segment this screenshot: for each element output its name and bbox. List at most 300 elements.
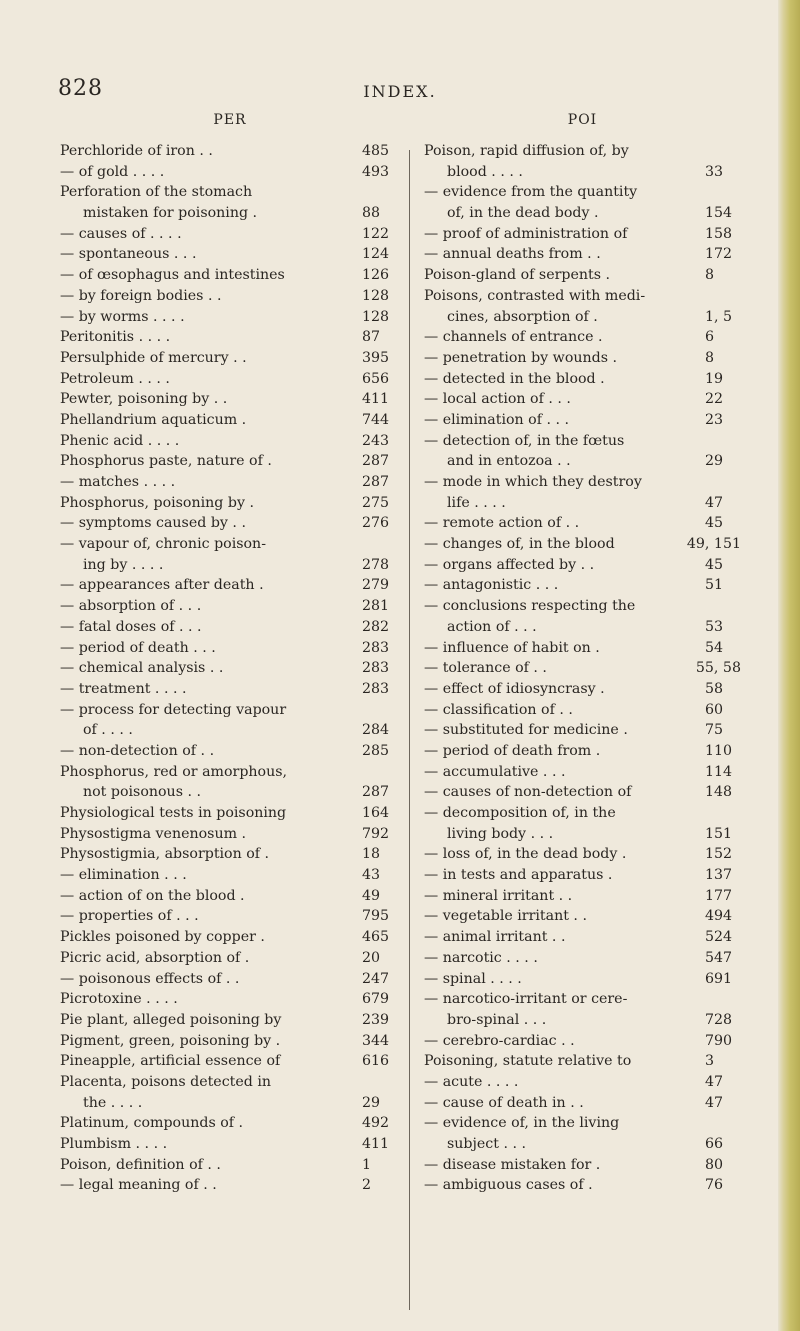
entry-page: 1 bbox=[362, 1156, 372, 1173]
index-entry bbox=[60, 679, 400, 700]
entry-text: — conclusions respecting the bbox=[424, 598, 636, 615]
index-entry bbox=[424, 824, 741, 845]
index-entry bbox=[424, 865, 741, 886]
entry-text: mistaken for poisoning . bbox=[83, 205, 258, 222]
index-entry bbox=[424, 1175, 741, 1196]
index-entry bbox=[424, 203, 741, 224]
entry-page: 76 bbox=[705, 1177, 724, 1194]
index-entry bbox=[60, 1051, 400, 1072]
index-entry bbox=[60, 865, 400, 886]
entry-text: — penetration by wounds . bbox=[424, 349, 618, 366]
index-entry bbox=[60, 1010, 400, 1031]
entry-text: — mode in which they destroy bbox=[424, 474, 642, 490]
entry-text: — fatal doses of . . . bbox=[60, 618, 202, 635]
entry-page: 128 bbox=[362, 287, 390, 304]
index-entry bbox=[424, 617, 741, 638]
entry-text: — detected in the blood . bbox=[424, 370, 605, 387]
entry-page: 6 bbox=[705, 329, 715, 346]
index-entry bbox=[424, 472, 741, 493]
entry-page: 29 bbox=[362, 1094, 381, 1111]
entry-page: 66 bbox=[705, 1136, 724, 1152]
index-entry bbox=[424, 265, 741, 286]
entry-text: bro-spinal . . . bbox=[447, 1011, 547, 1028]
index-entry bbox=[60, 410, 400, 431]
index-entry bbox=[60, 575, 400, 596]
entry-text: — legal meaning of . . bbox=[60, 1177, 217, 1194]
index-entry bbox=[424, 1155, 741, 1176]
entry-page: 151 bbox=[705, 825, 733, 842]
index-entry bbox=[424, 679, 741, 700]
entry-list bbox=[424, 141, 741, 1196]
index-entry bbox=[60, 948, 400, 969]
index-entry bbox=[60, 782, 400, 803]
entry-text: — symptoms caused by . . bbox=[60, 515, 246, 532]
running-title: INDEX. bbox=[363, 82, 437, 101]
entry-text: Petroleum . . . . bbox=[60, 370, 170, 387]
entry-text: — by worms . . . . bbox=[60, 308, 185, 325]
entry-page: 45 bbox=[705, 515, 724, 532]
entry-page: 60 bbox=[705, 701, 724, 718]
index-entry bbox=[60, 700, 400, 721]
entry-text: — causes of non-detection of bbox=[424, 784, 632, 801]
index-entry bbox=[424, 327, 741, 348]
entry-page: 47 bbox=[705, 494, 724, 511]
entry-text: the . . . . bbox=[83, 1094, 143, 1111]
entry-page: 728 bbox=[705, 1011, 733, 1028]
index-column-left bbox=[60, 112, 400, 1196]
entry-page: 2 bbox=[362, 1177, 372, 1194]
index-entry bbox=[424, 906, 741, 927]
index-entry bbox=[424, 1051, 741, 1072]
entry-text: — process for detecting vapour bbox=[60, 701, 287, 718]
entry-page: 51 bbox=[705, 577, 724, 594]
index-entry bbox=[424, 1010, 741, 1031]
entry-text: Physostigmia, absorption of . bbox=[60, 846, 270, 863]
entry-text: — remote action of . . bbox=[424, 515, 580, 532]
index-entry bbox=[60, 989, 400, 1010]
entry-page: 275 bbox=[362, 494, 390, 511]
index-entry bbox=[60, 389, 400, 410]
index-entry bbox=[424, 451, 741, 472]
entry-page: 616 bbox=[362, 1053, 390, 1070]
entry-page: 47 bbox=[705, 1073, 724, 1090]
entry-text: — causes of . . . . bbox=[60, 225, 182, 242]
entry-text: Poison-gland of serpents . bbox=[424, 267, 610, 284]
entry-text: Phosphorus, red or amorphous, bbox=[60, 763, 288, 780]
index-entry bbox=[424, 369, 741, 390]
entry-page: 287 bbox=[362, 453, 390, 470]
index-entry bbox=[60, 513, 400, 534]
index-entry bbox=[60, 265, 400, 286]
index-entry bbox=[60, 203, 400, 224]
entry-page: 172 bbox=[705, 246, 733, 263]
entry-text: — mineral irritant . . bbox=[424, 887, 573, 904]
index-entry bbox=[60, 906, 400, 927]
entry-text: Pie plant, alleged poisoning by bbox=[60, 1011, 282, 1028]
index-entry bbox=[60, 451, 400, 472]
entry-page: 22 bbox=[705, 391, 724, 408]
entry-text: — vegetable irritant . . bbox=[424, 908, 587, 925]
entry-page: 164 bbox=[362, 805, 390, 821]
index-entry bbox=[60, 307, 400, 328]
entry-text: Physostigma venenosum . bbox=[60, 825, 247, 842]
entry-page: 285 bbox=[362, 742, 390, 759]
index-entry bbox=[424, 410, 741, 431]
entry-page: 80 bbox=[705, 1156, 724, 1173]
index-entry bbox=[424, 1113, 741, 1134]
entry-text: — disease mistaken for . bbox=[424, 1156, 601, 1173]
entry-text: — absorption of . . . bbox=[60, 598, 202, 615]
index-entry bbox=[424, 638, 741, 659]
index-entry bbox=[424, 141, 741, 162]
index-entry bbox=[60, 844, 400, 865]
index-entry bbox=[60, 1113, 400, 1134]
index-entry bbox=[424, 886, 741, 907]
index-entry bbox=[424, 1093, 741, 1114]
entry-text: living body . . . bbox=[447, 825, 554, 842]
index-entry bbox=[60, 927, 400, 948]
entry-text: cines, absorption of . bbox=[447, 308, 598, 325]
entry-page: 283 bbox=[362, 639, 390, 656]
entry-page: 287 bbox=[362, 474, 390, 490]
entry-text: — evidence from the quantity bbox=[424, 184, 638, 201]
entry-page: 344 bbox=[362, 1032, 390, 1049]
entry-page: 114 bbox=[705, 763, 733, 780]
entry-text: — vapour of, chronic poison- bbox=[60, 536, 266, 553]
index-entry bbox=[424, 762, 741, 783]
entry-page: 43 bbox=[362, 867, 381, 884]
entry-page: 395 bbox=[362, 349, 390, 366]
entry-text: — influence of habit on . bbox=[424, 639, 600, 656]
entry-text: not poisonous . . bbox=[83, 784, 202, 801]
column-divider bbox=[409, 150, 410, 1310]
entry-text: Poisoning, statute relative to bbox=[424, 1053, 632, 1070]
index-entry bbox=[424, 182, 741, 203]
entry-page: 790 bbox=[705, 1032, 733, 1049]
entry-text: — loss of, in the dead body . bbox=[424, 846, 627, 863]
entry-text: — in tests and apparatus . bbox=[424, 867, 613, 884]
index-entry bbox=[60, 658, 400, 679]
index-entry bbox=[424, 575, 741, 596]
index-entry bbox=[60, 1072, 400, 1093]
entry-list bbox=[60, 141, 400, 1196]
index-entry bbox=[60, 224, 400, 245]
entry-page: 279 bbox=[362, 577, 390, 594]
index-entry bbox=[60, 555, 400, 576]
index-entry bbox=[60, 596, 400, 617]
entry-text: — antagonistic . . . bbox=[424, 577, 559, 594]
entry-page: 691 bbox=[705, 970, 733, 987]
index-entry bbox=[424, 927, 741, 948]
index-entry bbox=[424, 244, 741, 265]
index-entry bbox=[60, 162, 400, 183]
index-entry bbox=[424, 534, 741, 555]
entry-text: — changes of, in the blood bbox=[424, 536, 615, 553]
entry-text: — by foreign bodies . . bbox=[60, 287, 222, 304]
entry-text: — chemical analysis . . bbox=[60, 660, 224, 677]
entry-page: 247 bbox=[362, 970, 390, 987]
entry-page: 283 bbox=[362, 680, 390, 697]
entry-page: 8 bbox=[705, 267, 715, 284]
entry-text: of, in the dead body . bbox=[447, 205, 599, 222]
entry-page: 465 bbox=[362, 929, 390, 946]
entry-text: — acute . . . . bbox=[424, 1073, 519, 1090]
index-entry bbox=[424, 389, 741, 410]
entry-text: — organs affected by . . bbox=[424, 556, 595, 573]
index-entry bbox=[424, 720, 741, 741]
entry-text: — narcotic . . . . bbox=[424, 949, 538, 966]
index-entry bbox=[424, 969, 741, 990]
index-entry bbox=[60, 762, 400, 783]
index-entry bbox=[424, 741, 741, 762]
entry-page: 177 bbox=[705, 887, 733, 904]
entry-page: 282 bbox=[362, 618, 390, 635]
index-entry bbox=[424, 162, 741, 183]
entry-page: 411 bbox=[362, 391, 390, 408]
entry-page: 278 bbox=[362, 556, 390, 573]
entry-text: — spinal . . . . bbox=[424, 970, 522, 987]
entry-page: 122 bbox=[362, 225, 390, 242]
entry-page: 276 bbox=[362, 515, 390, 532]
entry-text: Perforation of the stomach bbox=[60, 184, 253, 201]
entry-text: and in entozoa . . bbox=[447, 453, 571, 470]
entry-text: — treatment . . . . bbox=[60, 680, 187, 697]
index-entry bbox=[60, 824, 400, 845]
entry-page: 20 bbox=[362, 949, 381, 966]
entry-text: Poisons, contrasted with medi- bbox=[424, 287, 646, 304]
entry-text: Plumbism . . . . bbox=[60, 1136, 168, 1152]
entry-text: — appearances after death . bbox=[60, 577, 264, 594]
index-entry bbox=[60, 1155, 400, 1176]
entry-page: 283 bbox=[362, 660, 390, 677]
column-heading: PER bbox=[213, 112, 247, 128]
entry-text: — period of death . . . bbox=[60, 639, 216, 656]
index-entry bbox=[424, 700, 741, 721]
entry-text: Pineapple, artificial essence of bbox=[60, 1053, 281, 1070]
index-entry bbox=[424, 1134, 741, 1155]
index-entry bbox=[60, 638, 400, 659]
index-entry bbox=[60, 431, 400, 452]
entry-text: Phellandrium aquaticum . bbox=[60, 411, 247, 428]
entry-page: 53 bbox=[705, 618, 724, 635]
entry-text: ing by . . . . bbox=[83, 556, 164, 573]
entry-text: — animal irritant . . bbox=[424, 929, 566, 946]
entry-text: Picric acid, absorption of . bbox=[60, 949, 250, 966]
entry-text: Persulphide of mercury . . bbox=[60, 349, 247, 366]
entry-page: 18 bbox=[362, 846, 381, 863]
entry-text: Poison, definition of . . bbox=[60, 1156, 221, 1173]
entry-text: — non-detection of . . bbox=[60, 742, 215, 759]
entry-page: 49, 151 bbox=[686, 536, 741, 553]
entry-text: life . . . . bbox=[447, 494, 506, 511]
entry-text: Phosphorus, poisoning by . bbox=[60, 494, 254, 511]
page-header bbox=[0, 76, 800, 110]
index-entry bbox=[424, 493, 741, 514]
entry-text: Pickles poisoned by copper . bbox=[60, 929, 265, 946]
entry-text: — matches . . . . bbox=[60, 474, 176, 490]
entry-page: 29 bbox=[705, 453, 724, 470]
entry-text: — ambiguous cases of . bbox=[424, 1177, 593, 1194]
entry-page: 152 bbox=[705, 846, 733, 863]
entry-text: — local action of . . . bbox=[424, 391, 571, 408]
entry-text: — of gold . . . . bbox=[60, 163, 165, 180]
entry-page: 49 bbox=[362, 887, 381, 904]
entry-page: 1, 5 bbox=[705, 308, 733, 325]
index-entry bbox=[424, 596, 741, 617]
entry-text: — period of death from . bbox=[424, 742, 601, 759]
entry-page: 281 bbox=[362, 598, 390, 615]
index-entry bbox=[60, 286, 400, 307]
entry-text: — action of on the blood . bbox=[60, 887, 245, 904]
entry-text: — decomposition of, in the bbox=[424, 805, 616, 821]
entry-page: 485 bbox=[362, 143, 390, 159]
index-entry bbox=[424, 555, 741, 576]
entry-page: 524 bbox=[705, 929, 733, 946]
entry-page: 55, 58 bbox=[695, 660, 741, 677]
entry-page: 54 bbox=[705, 639, 724, 656]
entry-page: 124 bbox=[362, 246, 390, 263]
entry-text: of . . . . bbox=[83, 722, 133, 739]
entry-page: 19 bbox=[705, 370, 724, 387]
index-entry bbox=[424, 782, 741, 803]
entry-text: — elimination . . . bbox=[60, 867, 187, 884]
entry-page: 45 bbox=[705, 556, 724, 573]
entry-page: 239 bbox=[362, 1011, 390, 1028]
entry-text: — accumulative . . . bbox=[424, 763, 566, 780]
entry-page: 284 bbox=[362, 722, 390, 739]
index-entry bbox=[60, 182, 400, 203]
index-entry bbox=[60, 886, 400, 907]
index-entry bbox=[60, 1031, 400, 1052]
index-entry bbox=[60, 1134, 400, 1155]
index-entry bbox=[60, 720, 400, 741]
column-heading: POI bbox=[567, 112, 598, 128]
entry-text: Placenta, poisons detected in bbox=[60, 1073, 271, 1090]
index-entry bbox=[60, 969, 400, 990]
entry-page: 128 bbox=[362, 308, 390, 325]
entry-text: — substituted for medicine . bbox=[424, 722, 628, 739]
index-entry bbox=[424, 307, 741, 328]
entry-text: — narcotico-irritant or cere- bbox=[424, 991, 628, 1008]
entry-text: — proof of administration of bbox=[424, 225, 628, 242]
entry-page: 47 bbox=[705, 1094, 724, 1111]
entry-page: 494 bbox=[705, 908, 733, 925]
index-entry bbox=[60, 803, 400, 824]
entry-text: subject . . . bbox=[447, 1136, 527, 1152]
entry-text: blood . . . . bbox=[447, 163, 523, 180]
entry-text: — channels of entrance . bbox=[424, 329, 603, 346]
index-entry bbox=[424, 431, 741, 452]
entry-text: action of . . . bbox=[447, 618, 537, 635]
index-entry bbox=[424, 989, 741, 1010]
entry-text: Platinum, compounds of . bbox=[60, 1115, 244, 1132]
page-number: 828 bbox=[58, 76, 103, 101]
entry-text: — cause of death in . . bbox=[424, 1094, 584, 1111]
entry-page: 493 bbox=[362, 163, 390, 180]
entry-text: — elimination of . . . bbox=[424, 411, 570, 428]
entry-text: — cerebro-cardiac . . bbox=[424, 1032, 575, 1049]
entry-text: Phenic acid . . . . bbox=[60, 432, 180, 449]
index-entry bbox=[60, 327, 400, 348]
index-entry bbox=[424, 1072, 741, 1093]
index-entry bbox=[424, 948, 741, 969]
page-edge bbox=[778, 0, 800, 1331]
entry-page: 411 bbox=[362, 1136, 390, 1152]
entry-text: Physiological tests in poisoning bbox=[60, 805, 287, 821]
index-entry bbox=[424, 658, 741, 679]
entry-text: — spontaneous . . . bbox=[60, 246, 197, 263]
index-entry bbox=[60, 244, 400, 265]
entry-text: — annual deaths from . . bbox=[424, 246, 601, 263]
index-entry bbox=[424, 348, 741, 369]
entry-text: Pewter, poisoning by . . bbox=[60, 391, 228, 408]
index-entry bbox=[424, 286, 741, 307]
entry-page: 3 bbox=[705, 1053, 715, 1070]
index-entry bbox=[60, 141, 400, 162]
index-entry bbox=[60, 472, 400, 493]
index-entry bbox=[60, 348, 400, 369]
entry-text: Picrotoxine . . . . bbox=[60, 991, 178, 1008]
entry-text: — effect of idiosyncrasy . bbox=[424, 680, 605, 697]
entry-text: — poisonous effects of . . bbox=[60, 970, 240, 987]
index-entry bbox=[60, 369, 400, 390]
index-entry bbox=[424, 803, 741, 824]
entry-page: 547 bbox=[705, 949, 733, 966]
entry-page: 75 bbox=[705, 722, 724, 739]
entry-text: Poison, rapid diffusion of, by bbox=[424, 143, 629, 159]
entry-text: Pigment, green, poisoning by . bbox=[60, 1032, 281, 1049]
index-entry bbox=[424, 844, 741, 865]
entry-page: 287 bbox=[362, 784, 390, 801]
entry-page: 137 bbox=[705, 867, 733, 884]
index-entry bbox=[60, 1093, 400, 1114]
entry-page: 744 bbox=[362, 411, 390, 428]
entry-text: — of œsophagus and intestines bbox=[60, 267, 285, 284]
index-entry bbox=[60, 741, 400, 762]
entry-page: 88 bbox=[362, 205, 381, 222]
entry-text: Peritonitis . . . . bbox=[60, 329, 171, 346]
entry-page: 23 bbox=[705, 411, 724, 428]
entry-page: 679 bbox=[362, 991, 390, 1008]
entry-text: — evidence of, in the living bbox=[424, 1115, 620, 1132]
entry-page: 148 bbox=[705, 784, 733, 801]
entry-page: 158 bbox=[705, 225, 733, 242]
index-entry bbox=[60, 617, 400, 638]
entry-page: 656 bbox=[362, 370, 390, 387]
entry-page: 58 bbox=[705, 680, 724, 697]
entry-text: — tolerance of . . bbox=[424, 660, 547, 677]
entry-page: 126 bbox=[362, 267, 390, 284]
index-column-right bbox=[424, 112, 741, 1196]
index-entry bbox=[60, 493, 400, 514]
entry-page: 8 bbox=[705, 349, 715, 366]
entry-page: 243 bbox=[362, 432, 390, 449]
entry-text: — properties of . . . bbox=[60, 908, 199, 925]
entry-page: 492 bbox=[362, 1115, 390, 1132]
entry-text: Perchloride of iron . . bbox=[60, 143, 213, 159]
entry-page: 792 bbox=[362, 825, 390, 842]
entry-text: Phosphorus paste, nature of . bbox=[60, 453, 272, 470]
entry-page: 87 bbox=[362, 329, 381, 346]
entry-page: 110 bbox=[705, 742, 733, 759]
index-entry bbox=[60, 1175, 400, 1196]
entry-page: 154 bbox=[705, 205, 733, 222]
entry-page: 33 bbox=[705, 163, 724, 180]
index-entry bbox=[60, 534, 400, 555]
entry-text: — classification of . . bbox=[424, 701, 573, 718]
entry-text: — detection of, in the fœtus bbox=[424, 432, 625, 449]
entry-page: 795 bbox=[362, 908, 390, 925]
